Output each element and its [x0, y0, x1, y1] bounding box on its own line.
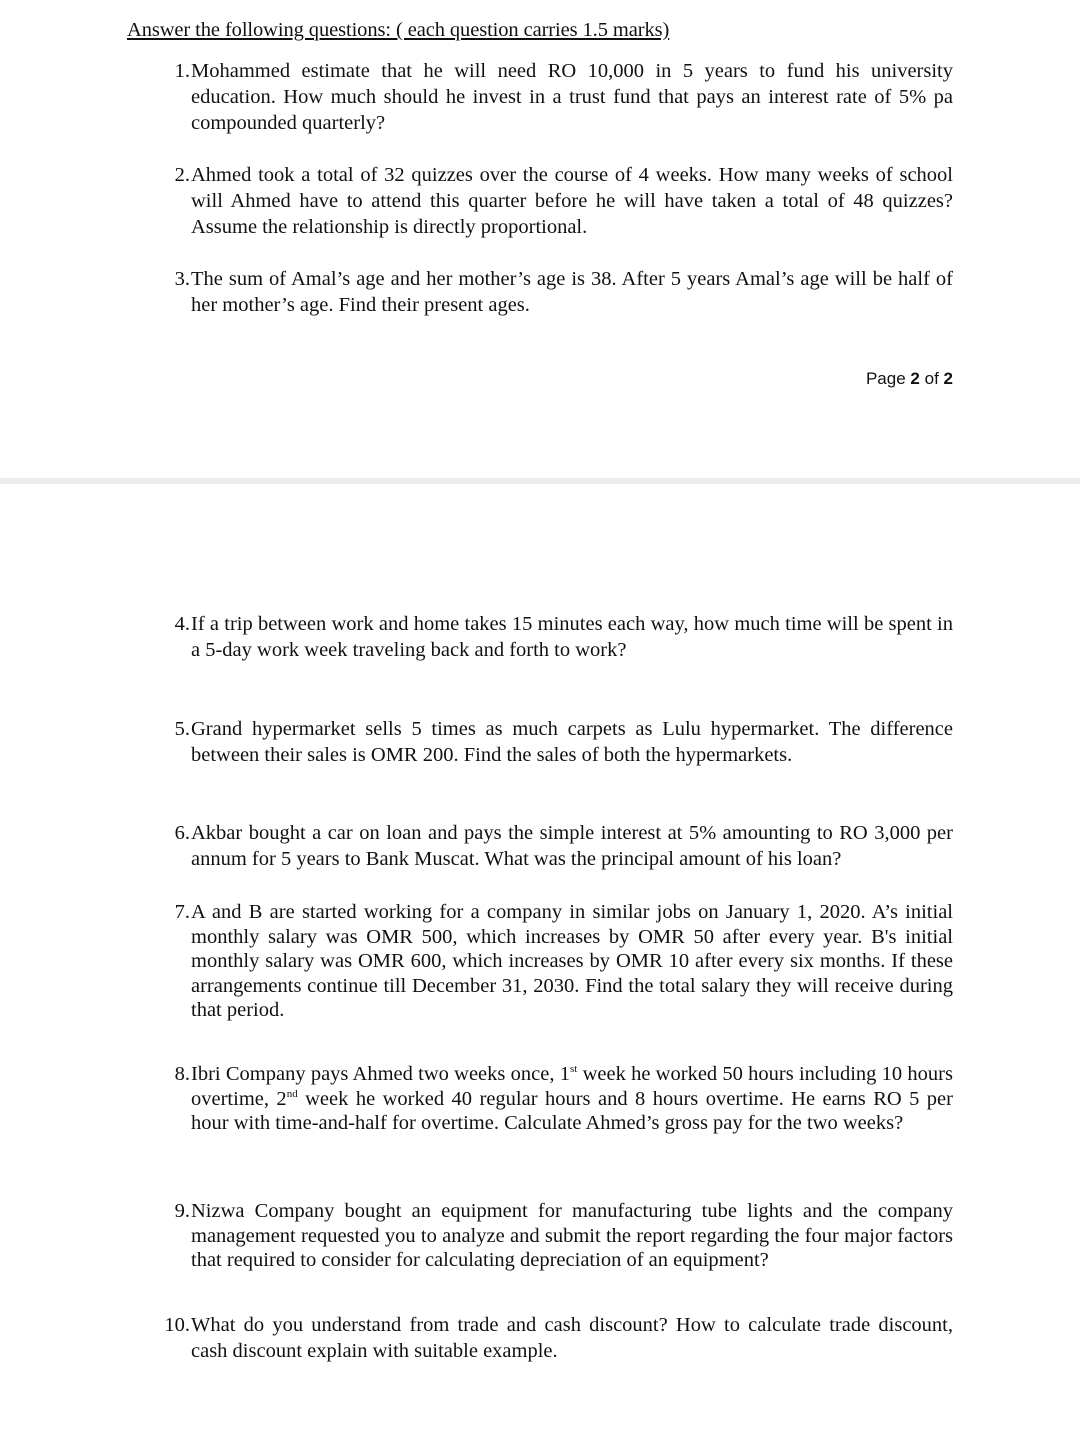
question-number: 10. [164, 1314, 190, 1336]
question-text: A and B are started working for a company in similar jobs on January 1, 2020. A’s initial monthly salary was OMR 500, which increases by OMR 50 after every year. B's initial monthly salary was OMR 600, which increases by OMR 10 after every six months. If these arrangements continue till December 31, 2030. Find the total salary they will receive during that period. [191, 901, 953, 1021]
question-text: Akbar bought a car on loan and pays the simple interest at 5% amounting to RO 3,000 per annum for 5 years to Bank Muscat. What was the principal amount of his loan? [191, 822, 953, 870]
question-number: 5. [174, 718, 190, 740]
page-number [840, 369, 953, 389]
page-of: of [924, 369, 939, 388]
question-number: 6. [174, 822, 190, 844]
ordinal-suffix: st [569, 1063, 578, 1075]
question-text: Mohammed estimate that he will need RO 10,000 in 5 years to fund his university education. How much should he invest in a trust fund that pays an interest rate of 5% pa compounded quarterly? [191, 60, 953, 134]
question-text-part: week he worked 50 hours including 10 hours overtime, 2 [191, 1063, 953, 1110]
page-label: Page [865, 369, 906, 388]
page-total: 2 [943, 369, 953, 388]
question-number: 1. [174, 60, 190, 82]
question-text-part: Ibri Company pays Ahmed two weeks once, 1 [191, 1063, 570, 1085]
question-text: Grand hypermarket sells 5 times as much carpets as Lulu hypermarket. The difference between their sales is OMR 200. Find the sales of both the hypermarkets. [191, 718, 953, 766]
question-text: Ahmed took a total of 32 quizzes over the course of 4 weeks. How many weeks of school will Ahmed have to attend this quarter before he will have taken a total of 48 quizzes? Assume the relationship is directly proportional. [191, 164, 953, 238]
question-number: 9. [174, 1200, 190, 1222]
section-heading: Answer the following questions: ( each question carries 1.5 marks) [127, 19, 670, 41]
question-text: Nizwa Company bought an equipment for manufacturing tube lights and the company management requested you to analyze and submit the report regarding the four major factors that required to consider for calculating depreciation of an equipment? [191, 1200, 953, 1271]
question-text [191, 1062, 953, 1136]
question-number: 8. [174, 1063, 190, 1085]
page-current: 2 [910, 369, 920, 388]
question-text: The sum of Amal’s age and her mother’s age is 38. After 5 years Amal’s age will be half of her mother’s age. Find their present ages. [191, 268, 953, 316]
question-text: If a trip between work and home takes 15 minutes each way, how much time will be spent in a 5-day work week traveling back and forth to work? [191, 613, 953, 661]
question-number: 7. [174, 901, 190, 923]
question-number: 4. [174, 613, 190, 635]
question-number: 3. [174, 268, 190, 290]
question-text: What do you understand from trade and cash discount? How to calculate trade discount, cash discount explain with suitable example. [191, 1314, 953, 1362]
ordinal-suffix: nd [286, 1087, 298, 1100]
question-text-part: week he worked 40 regular hours and 8 hours overtime. He earns RO 5 per hour with time-and-half for overtime. Calculate Ahmed’s gross pay for the two weeks? [191, 1087, 953, 1134]
question-number: 2. [174, 164, 190, 186]
